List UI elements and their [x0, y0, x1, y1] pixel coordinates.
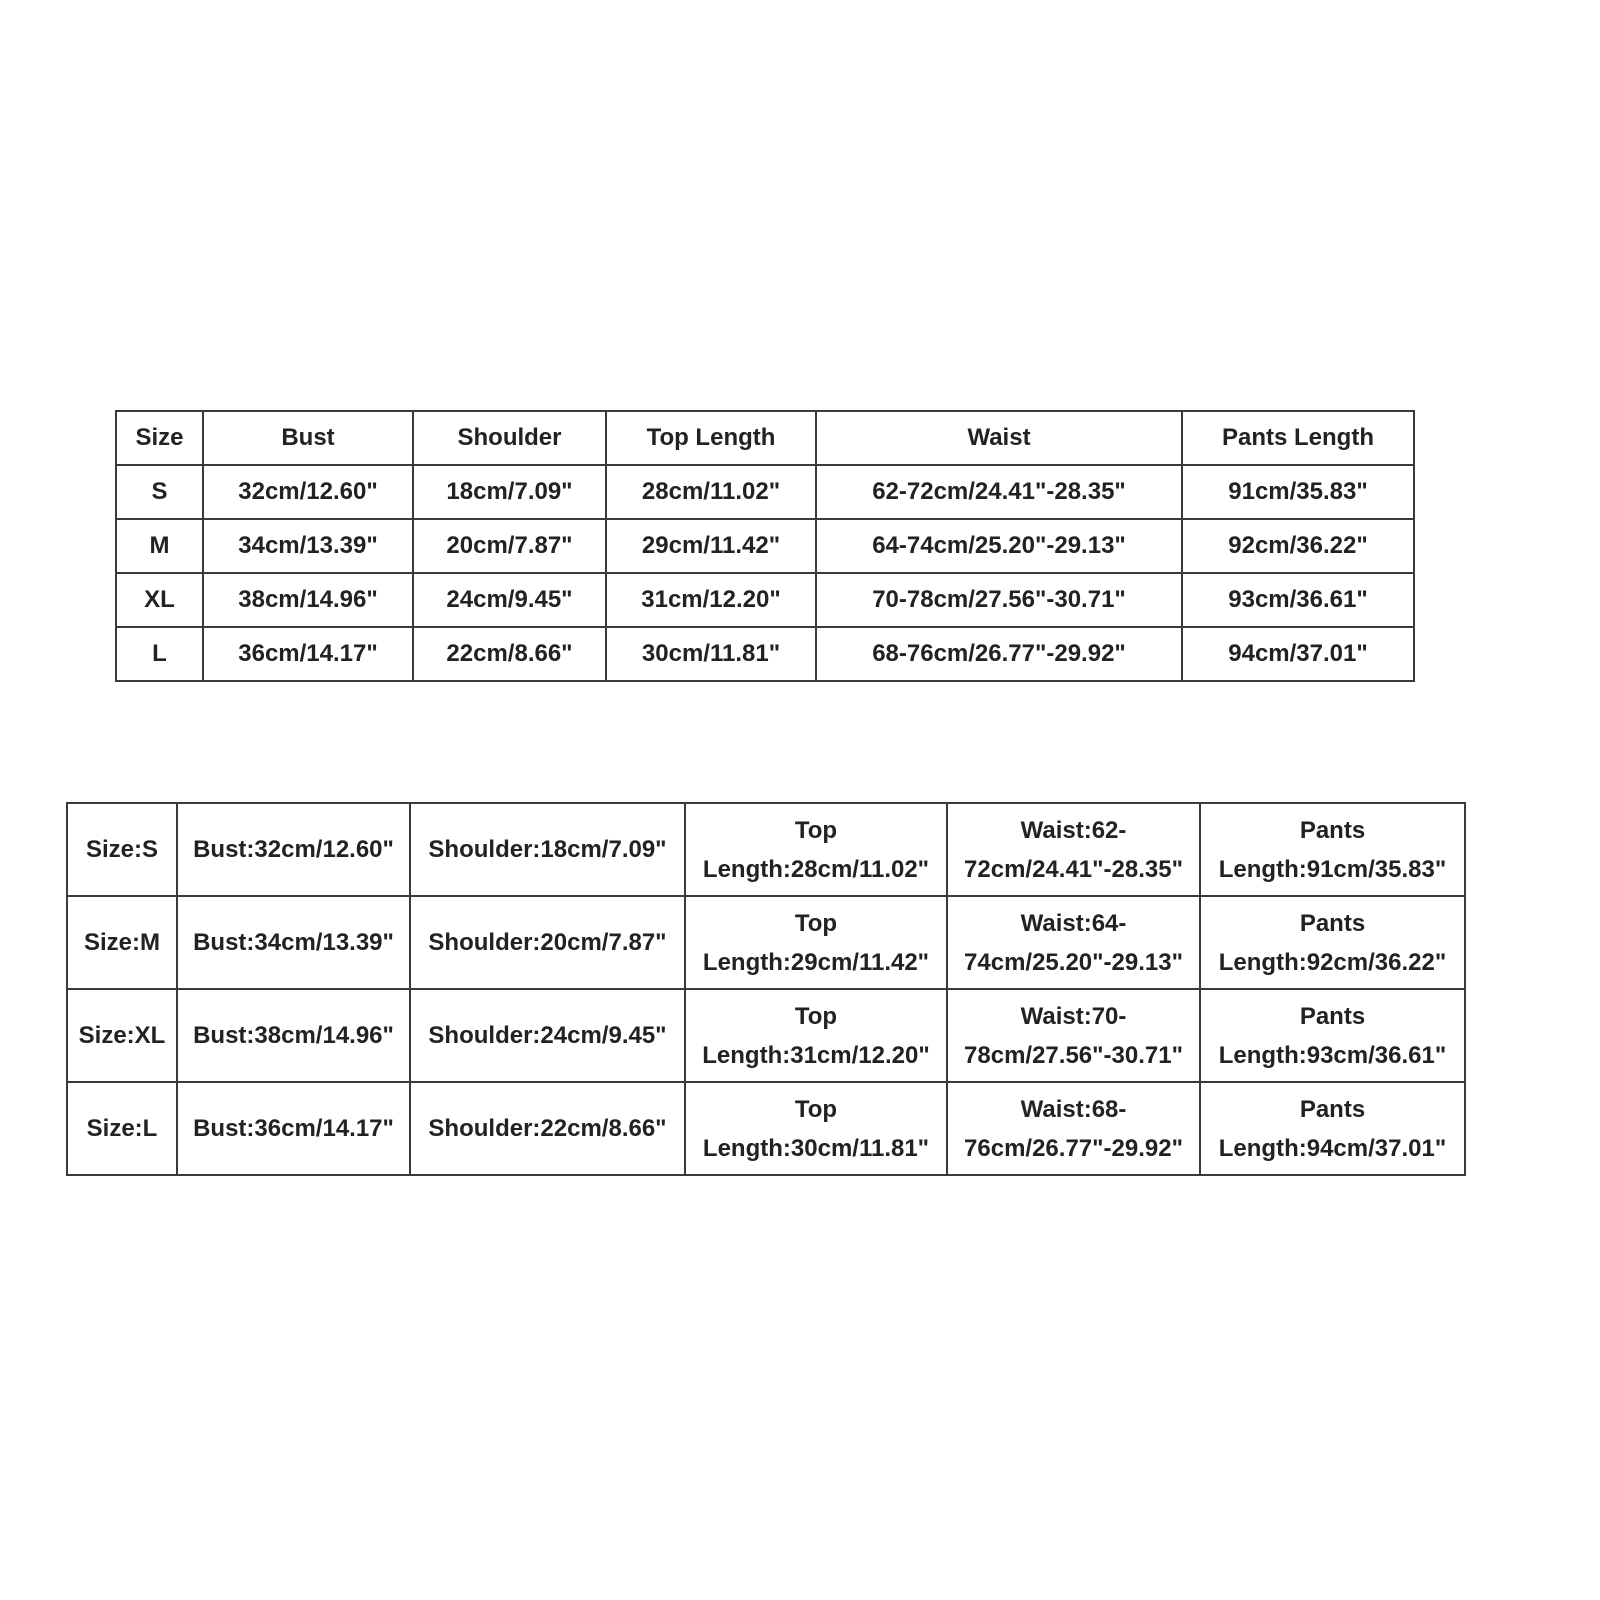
header-top-length: Top Length: [606, 411, 816, 465]
cell-bust: 36cm/14.17": [203, 627, 413, 681]
cell-bust: Bust:36cm/14.17": [177, 1082, 410, 1175]
cell-pants-length: [1200, 803, 1465, 896]
cell-pants-length: 94cm/37.01": [1182, 627, 1414, 681]
cell-waist: [947, 1082, 1200, 1175]
cell-waist: [947, 896, 1200, 989]
cell-top-length: 30cm/11.81": [606, 627, 816, 681]
cell-shoulder: Shoulder:22cm/8.66": [410, 1082, 685, 1175]
cell-top-length-line2: Length:29cm/11.42": [702, 948, 930, 976]
header-bust: Bust: [203, 411, 413, 465]
cell-shoulder: Shoulder:24cm/9.45": [410, 989, 685, 1082]
cell-waist: [947, 989, 1200, 1082]
cell-pants-length-line1: Pants: [1299, 1095, 1366, 1123]
cell-pants-length: [1200, 896, 1465, 989]
cell-size: M: [116, 519, 203, 573]
cell-waist-line2: 74cm/25.20"-29.13": [964, 948, 1183, 976]
cell-size: Size:S: [67, 803, 177, 896]
cell-waist-line1: Waist:68-: [1020, 1095, 1127, 1123]
table-row: [116, 519, 1414, 573]
table-row: [67, 803, 1465, 896]
cell-pants-length-line1: Pants: [1299, 1002, 1366, 1030]
cell-shoulder: 24cm/9.45": [413, 573, 606, 627]
table-row: [116, 465, 1414, 519]
table-row: [116, 573, 1414, 627]
cell-waist-line1: Waist:64-: [1020, 909, 1127, 937]
table-row: [67, 896, 1465, 989]
cell-pants-length-line2: Length:93cm/36.61": [1218, 1041, 1447, 1069]
cell-top-length-line1: Top: [794, 816, 838, 844]
cell-pants-length-line2: Length:91cm/35.83": [1218, 855, 1447, 883]
cell-pants-length-line1: Pants: [1299, 909, 1366, 937]
cell-waist-line2: 76cm/26.77"-29.92": [964, 1134, 1183, 1162]
cell-size: L: [116, 627, 203, 681]
cell-bust: 32cm/12.60": [203, 465, 413, 519]
cell-waist: 64-74cm/25.20"-29.13": [816, 519, 1182, 573]
cell-waist-line1: Waist:70-: [1020, 1002, 1127, 1030]
cell-bust: 38cm/14.96": [203, 573, 413, 627]
cell-waist-line2: 72cm/24.41"-28.35": [964, 855, 1183, 883]
table-row: [67, 1082, 1465, 1175]
cell-shoulder: 18cm/7.09": [413, 465, 606, 519]
cell-pants-length: 91cm/35.83": [1182, 465, 1414, 519]
cell-pants-length-line2: Length:94cm/37.01": [1218, 1134, 1447, 1162]
cell-pants-length-line1: Pants: [1299, 816, 1366, 844]
cell-bust: Bust:32cm/12.60": [177, 803, 410, 896]
cell-pants-length: 92cm/36.22": [1182, 519, 1414, 573]
cell-bust: Bust:34cm/13.39": [177, 896, 410, 989]
cell-pants-length-line2: Length:92cm/36.22": [1218, 948, 1447, 976]
cell-pants-length: [1200, 1082, 1465, 1175]
cell-top-length: 31cm/12.20": [606, 573, 816, 627]
cell-shoulder: Shoulder:18cm/7.09": [410, 803, 685, 896]
cell-bust: Bust:38cm/14.96": [177, 989, 410, 1082]
cell-waist-line2: 78cm/27.56"-30.71": [964, 1041, 1183, 1069]
cell-size: Size:M: [67, 896, 177, 989]
header-shoulder: Shoulder: [413, 411, 606, 465]
cell-shoulder: 20cm/7.87": [413, 519, 606, 573]
table-header-row: [116, 411, 1414, 465]
cell-top-length: [685, 989, 947, 1082]
header-size: Size: [116, 411, 203, 465]
cell-bust: 34cm/13.39": [203, 519, 413, 573]
cell-waist: 70-78cm/27.56"-30.71": [816, 573, 1182, 627]
cell-pants-length: 93cm/36.61": [1182, 573, 1414, 627]
cell-shoulder: 22cm/8.66": [413, 627, 606, 681]
cell-waist: 62-72cm/24.41"-28.35": [816, 465, 1182, 519]
cell-size: Size:XL: [67, 989, 177, 1082]
cell-top-length-line2: Length:28cm/11.02": [702, 855, 930, 883]
header-waist: Waist: [816, 411, 1182, 465]
cell-top-length: [685, 803, 947, 896]
cell-size: S: [116, 465, 203, 519]
cell-pants-length: [1200, 989, 1465, 1082]
cell-size: XL: [116, 573, 203, 627]
cell-top-length: [685, 896, 947, 989]
cell-top-length-line1: Top: [794, 1095, 838, 1123]
cell-top-length-line1: Top: [794, 909, 838, 937]
cell-waist-line1: Waist:62-: [1020, 816, 1127, 844]
cell-top-length-line1: Top: [794, 1002, 838, 1030]
size-chart-table: [115, 410, 1415, 682]
cell-waist: 68-76cm/26.77"-29.92": [816, 627, 1182, 681]
cell-top-length-line2: Length:31cm/12.20": [702, 1041, 930, 1069]
cell-top-length-line2: Length:30cm/11.81": [702, 1134, 930, 1162]
table-row: [116, 627, 1414, 681]
cell-size: Size:L: [67, 1082, 177, 1175]
cell-shoulder: Shoulder:20cm/7.87": [410, 896, 685, 989]
table-row: [67, 989, 1465, 1082]
size-chart-labeled-table: [66, 802, 1466, 1176]
cell-waist: [947, 803, 1200, 896]
cell-top-length: 29cm/11.42": [606, 519, 816, 573]
cell-top-length: [685, 1082, 947, 1175]
header-pants-length: Pants Length: [1182, 411, 1414, 465]
cell-top-length: 28cm/11.02": [606, 465, 816, 519]
